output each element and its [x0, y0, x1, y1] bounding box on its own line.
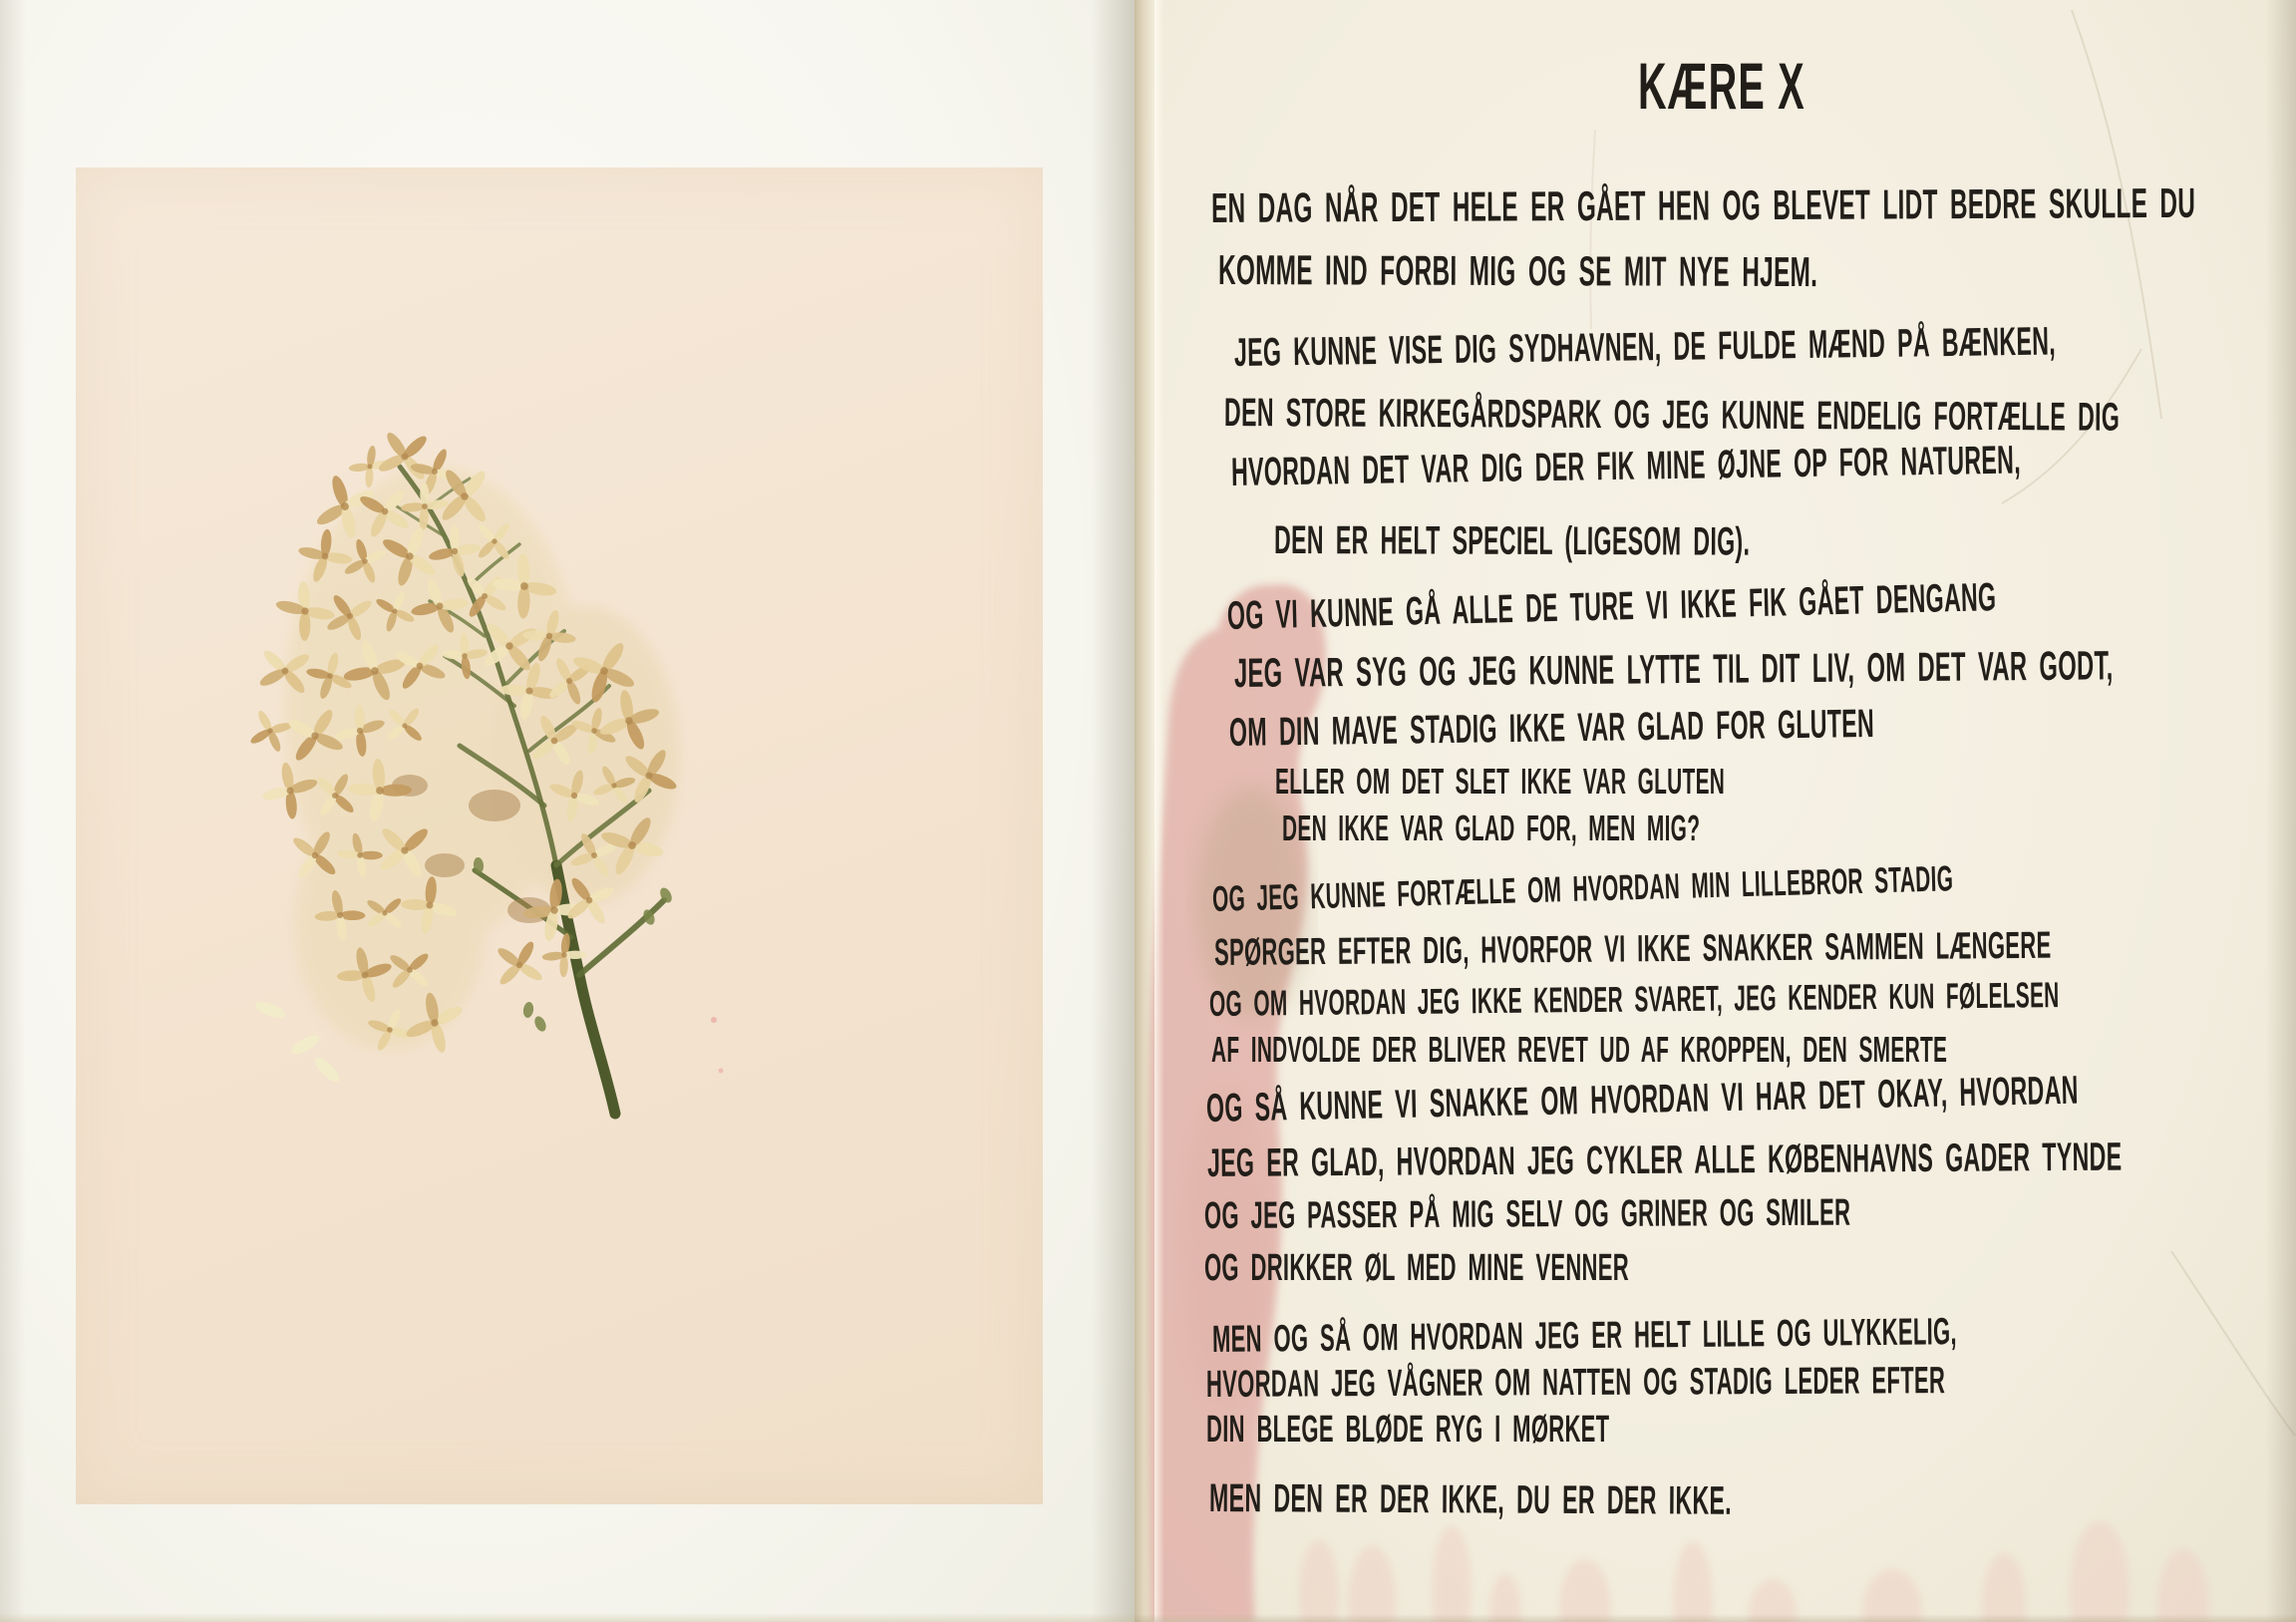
letter-line: OM DIN MAVE STADIG IKKE VAR GLAD FOR GLUTEN — [1228, 701, 1875, 755]
page-fold-shadow — [1091, 0, 1135, 1622]
letter-line: OG JEG PASSER PÅ MIG SELV OG GRINER OG SMILER — [1203, 1191, 1851, 1237]
letter-text — [1135, 0, 2296, 1622]
right-page — [1135, 0, 2296, 1622]
pink-speck — [719, 1069, 724, 1074]
letter-line: OG DRIKKER ØL MED MINE VENNER — [1204, 1247, 1629, 1289]
letter-line: JEG ER GLAD, HVORDAN JEG CYKLER ALLE KØBENHAVNS GADER TYNDE — [1206, 1135, 2123, 1185]
left-page-bottom-edge — [0, 1613, 1135, 1622]
letter-line: EN DAG NÅR DET HELE ER GÅET HEN OG BLEVET LIDT BEDRE SKULLE DU — [1210, 178, 2196, 231]
letter-line: JEG VAR SYG OG JEG KUNNE LYTTE TIL DIT LIV, OM DET VAR GODT, — [1233, 642, 2114, 696]
letter-line: OG VI KUNNE GÅ ALLE DE TURE VI IKKE FIK GÅET DENGANG — [1226, 575, 1997, 638]
letter-line: ELLER OM DET SLET IKKE VAR GLUTEN — [1275, 761, 1726, 802]
pink-speck — [711, 1017, 717, 1023]
letter-line: OG OM HVORDAN JEG IKKE KENDER SVARET, JEG KENDER KUN FØLELSEN — [1208, 974, 2060, 1024]
letter-line: HVORDAN DET VAR DIG DER FIK MINE ØJNE OP FOR NATUREN, — [1230, 438, 2022, 494]
letter-line: MEN DEN ER DER IKKE, DU ER DER IKKE. — [1208, 1476, 1733, 1523]
letter-line: JEG KUNNE VISE DIG SYDHAVNEN, DE FULDE MÆND PÅ BÆNKEN, — [1233, 319, 2057, 375]
letter-line: DEN ER HELT SPECIEL (LIGESOM DIG). — [1273, 518, 1751, 564]
letter-line: OG SÅ KUNNE VI SNAKKE OM HVORDAN VI HAR DET OKAY, HVORDAN — [1205, 1068, 2080, 1131]
letter-title: KÆRE X — [1638, 49, 1805, 123]
left-page-edge-shadow — [0, 0, 26, 1622]
letter-line: DIN BLEGE BLØDE RYG I MØRKET — [1206, 1409, 1610, 1451]
flower-card — [76, 167, 1043, 1504]
pressed-flower-illustration — [76, 167, 1043, 1504]
letter-line: DEN STORE KIRKEGÅRDSPARK OG JEG KUNNE ENDELIG FORTÆLLE DIG — [1223, 391, 2121, 440]
left-page — [0, 0, 1135, 1622]
letter-line: HVORDAN JEG VÅGNER OM NATTEN OG STADIG LEDER EFTER — [1205, 1360, 1946, 1406]
letter-line: AF INDVOLDE DER BLIVER REVET UD AF KROPPEN, DEN SMERTE — [1211, 1029, 1948, 1070]
letter-line: KOMME IND FORBI MIG OG SE MIT NYE HJEM. — [1217, 246, 1818, 296]
letter-line: MEN OG SÅ OM HVORDAN JEG ER HELT LILLE OG ULYKKELIG, — [1211, 1311, 1958, 1361]
letter-line: SPØRGER EFTER DIG, HVORFOR VI IKKE SNAKKER SAMMEN LÆNGERE — [1213, 924, 2052, 974]
letter-line: DEN IKKE VAR GLAD FOR, MEN MIG? — [1282, 808, 1701, 848]
letter-line: OG JEG KUNNE FORTÆLLE OM HVORDAN MIN LILLEBROR STADIG — [1211, 857, 1954, 919]
